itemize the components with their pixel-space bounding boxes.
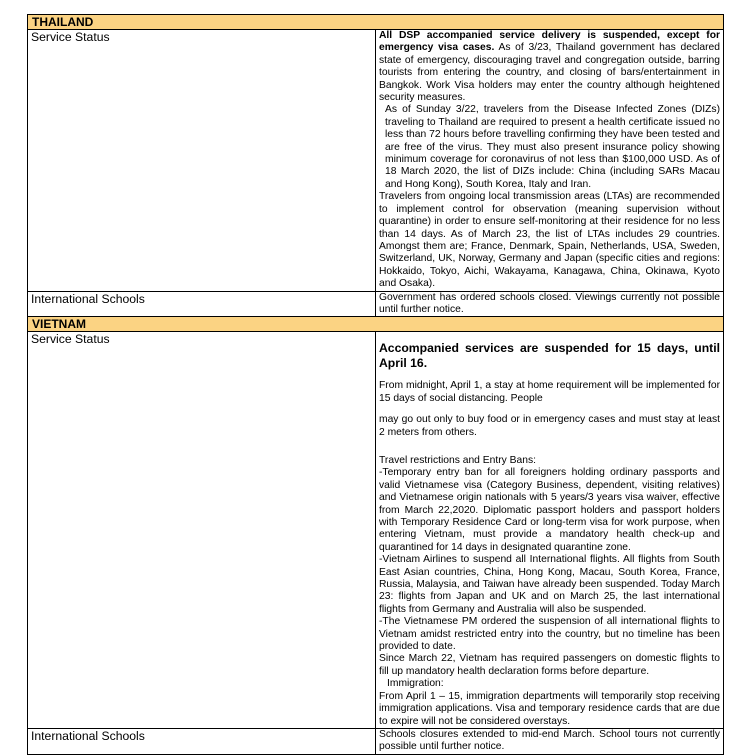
vietnam-immigration-title: Immigration:	[387, 678, 444, 690]
vietnam-travel-title: Travel restrictions and Entry Bans:	[379, 454, 536, 466]
vietnam-service-status-row	[28, 332, 724, 729]
vietnam-service-status-label: Service Status	[28, 332, 376, 729]
vietnam-header: VIETNAM	[28, 317, 724, 332]
thailand-status-paragraph-1	[379, 30, 720, 104]
vietnam-immigration-text: From April 1 – 15, immigration departments will temporarily stop receiving immigration applications. Visa and temporary residence cards that are due to expire will not be considered overstays.	[379, 690, 720, 727]
vietnam-schools-label: International Schools	[28, 728, 376, 754]
thailand-status-lead: All DSP accompanied service delivery is suspended, except for emergency visa cases.	[379, 30, 720, 54]
thailand-header: THAILAND	[28, 15, 724, 30]
thailand-status-paragraph-3: Travelers from ongoing local transmission areas (LTAs) are recommended to implement control for observation (meaning supervision without quarantine) in order to ensure self-monitoring at their residence for no less than 14 days. As of March 23, the list of LTAs includes 29 countries. Amongst them are; France, Denmark, Spain, Netherlands, USA, Sweden, Switzerland, UK, Norway, Germany and Japan (specific cities and regions: Hokkaido, Tokyo, Aichi, Wakayama, Kanagawa, China, Okinawa, Kyoto and Osaka).	[379, 191, 720, 290]
vietnam-travel-c: -The Vietnamese PM ordered the suspension of all international flights to Vietnam amidst restricted entry into the country, but no timeline has been provided to date.	[379, 616, 720, 653]
thailand-header-row	[28, 15, 724, 30]
vietnam-schools-row	[28, 728, 724, 754]
thailand-service-status-content	[376, 30, 724, 292]
vietnam-service-status-content	[376, 332, 724, 729]
vietnam-travel-d: Since March 22, Vietnam has required passengers on domestic flights to fill up mandatory health declaration forms before departure.	[379, 653, 720, 677]
vietnam-travel-b: -Vietnam Airlines to suspend all International flights. All flights from South East Asian countries, China, Hong Kong, Macau, South Korea, France, Russia, Malaysia, and Taiwan have already been suspended. Today March 23: flights from Japan and UK and on March 25, the last international flights from Germany and Australia will also be suspended.	[379, 554, 720, 615]
thailand-schools-label: International Schools	[28, 291, 376, 317]
thailand-status-p1-rest: As of 3/23, Thailand government has declared state of emergency, discouraging travel and congregation outside, barring tourists from entering the country, and closing of bars/entertainment in Bangkok. Work Visa holders may enter the country although heightened security measures.	[379, 42, 720, 104]
thailand-status-paragraph-2: As of Sunday 3/22, travelers from the Disease Infected Zones (DIZs) traveling to Thailand are required to present a health certificate issued no less than 72 hours before travelling confirming they have been tested and are free of the virus. They must also present insurance policy showing minimum coverage for coronavirus of not less than $100,000 USD. As of 18 March 2020, the list of DIZs include: China (including SARs Macau and Hong Kong), South Korea, Italy and Iran.	[385, 104, 720, 190]
vietnam-travel-a: -Temporary entry ban for all foreigners holding ordinary passports and valid Vietnamese visa (Category Business, dependent, visiting relatives) and Vietnamese origin nationals with 5 years/3 years visa waiver, effective from March 22,2020. Diplomatic passport holders and passport holders with Temporary Residence Card or long-term visa for work purpose, when entering Vietnam, must provide a mandatory health check-up and quarantined for 14 days in designated quarantine zone.	[379, 467, 720, 553]
thailand-schools-content: Government has ordered schools closed. Viewings currently not possible until further notice.	[376, 291, 724, 317]
vietnam-status-p1b: may go out only to buy food or in emergency cases and must stay at least 2 meters from others.	[379, 414, 720, 438]
thailand-schools-row	[28, 291, 724, 317]
thailand-service-status-row	[28, 30, 724, 292]
vietnam-status-heading: Accompanied services are suspended for 15 days, until April 16.	[379, 341, 720, 371]
country-status-document	[27, 14, 724, 755]
thailand-service-status-label: Service Status	[28, 30, 376, 292]
vietnam-status-p1a: From midnight, April 1, a stay at home requirement will be implemented for 15 days of social distancing. People	[379, 380, 720, 404]
vietnam-schools-content: Schools closures extended to mid-end March. School tours not currently possible until further notice.	[376, 728, 724, 754]
status-table	[27, 14, 724, 755]
vietnam-header-row	[28, 317, 724, 332]
